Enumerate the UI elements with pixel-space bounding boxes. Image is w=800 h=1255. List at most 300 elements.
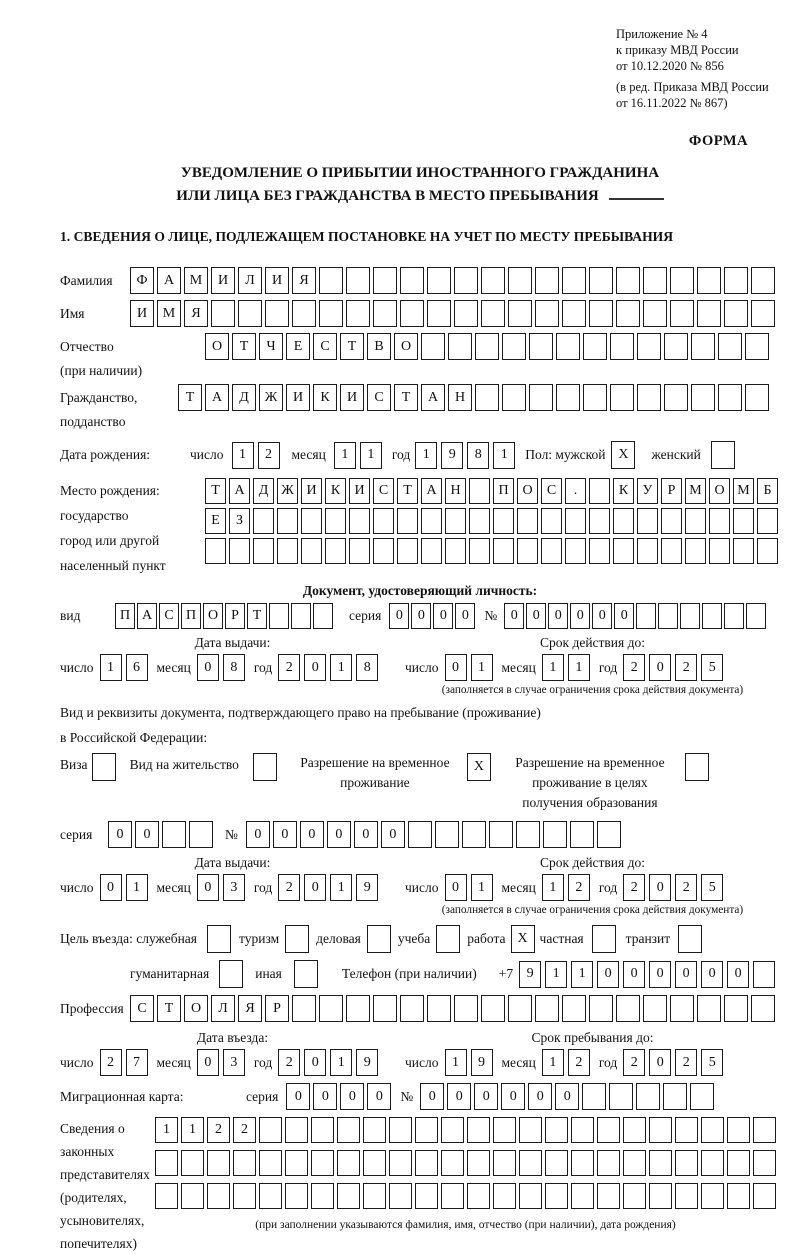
char-cell[interactable]: Ф: [130, 267, 154, 294]
char-cell[interactable]: Т: [397, 478, 418, 504]
char-cell[interactable]: Я: [238, 995, 262, 1022]
char-cell[interactable]: [670, 995, 694, 1022]
char-cell[interactable]: [664, 333, 688, 360]
char-cell[interactable]: 0: [367, 1083, 391, 1110]
char-cell[interactable]: [543, 821, 567, 848]
char-cell[interactable]: [562, 267, 586, 294]
char-cell[interactable]: [678, 925, 702, 953]
char-cell[interactable]: [697, 300, 721, 327]
char-cell[interactable]: И: [211, 267, 235, 294]
char-cell[interactable]: [508, 300, 532, 327]
char-cell[interactable]: [649, 1150, 672, 1176]
char-cell[interactable]: [556, 384, 580, 411]
char-cell[interactable]: [311, 1183, 334, 1209]
char-cell[interactable]: [408, 821, 432, 848]
char-cell[interactable]: [623, 1117, 646, 1143]
char-cell[interactable]: [427, 300, 451, 327]
char-cell[interactable]: 0: [304, 874, 326, 901]
char-cell[interactable]: Е: [286, 333, 310, 360]
char-cell[interactable]: [636, 603, 656, 629]
char-cell[interactable]: И: [130, 300, 154, 327]
char-cell[interactable]: 0: [555, 1083, 579, 1110]
char-cell[interactable]: [445, 508, 466, 534]
char-cell[interactable]: [691, 384, 715, 411]
char-cell[interactable]: [753, 961, 775, 988]
char-cell[interactable]: [346, 300, 370, 327]
char-cell[interactable]: [753, 1117, 776, 1143]
char-cell[interactable]: 0: [197, 874, 219, 901]
char-cell[interactable]: 1: [493, 442, 515, 469]
char-cell[interactable]: [643, 267, 667, 294]
char-cell[interactable]: [363, 1117, 386, 1143]
char-cell[interactable]: Т: [394, 384, 418, 411]
char-cell[interactable]: 0: [304, 654, 326, 681]
char-cell[interactable]: [757, 508, 778, 534]
char-cell[interactable]: [253, 538, 274, 564]
char-cell[interactable]: 0: [304, 1049, 326, 1076]
char-cell[interactable]: [675, 1150, 698, 1176]
char-cell[interactable]: Ж: [277, 478, 298, 504]
char-cell[interactable]: [436, 925, 460, 953]
char-cell[interactable]: 8: [356, 654, 378, 681]
char-cell[interactable]: [623, 1150, 646, 1176]
char-cell[interactable]: [709, 538, 730, 564]
char-cell[interactable]: 0: [649, 654, 671, 681]
char-cell[interactable]: [583, 333, 607, 360]
char-cell[interactable]: [400, 300, 424, 327]
char-cell[interactable]: [400, 995, 424, 1022]
char-cell[interactable]: [597, 1183, 620, 1209]
char-cell[interactable]: [589, 478, 610, 504]
char-cell[interactable]: [562, 300, 586, 327]
char-cell[interactable]: [319, 995, 343, 1022]
char-cell[interactable]: [519, 1117, 542, 1143]
char-cell[interactable]: 1: [471, 874, 493, 901]
char-cell[interactable]: [301, 508, 322, 534]
char-cell[interactable]: 2: [568, 1049, 590, 1076]
char-cell[interactable]: [733, 538, 754, 564]
char-cell[interactable]: [571, 1117, 594, 1143]
char-cell[interactable]: [753, 1183, 776, 1209]
char-cell[interactable]: [155, 1183, 178, 1209]
char-cell[interactable]: С: [313, 333, 337, 360]
char-cell[interactable]: [421, 333, 445, 360]
char-cell[interactable]: [745, 384, 769, 411]
char-cell[interactable]: [181, 1150, 204, 1176]
char-cell[interactable]: 0: [528, 1083, 552, 1110]
char-cell[interactable]: [259, 1150, 282, 1176]
char-cell[interactable]: [441, 1183, 464, 1209]
char-cell[interactable]: Т: [157, 995, 181, 1022]
char-cell[interactable]: [189, 821, 213, 848]
char-cell[interactable]: [709, 508, 730, 534]
char-cell[interactable]: [454, 267, 478, 294]
char-cell[interactable]: 1: [360, 442, 382, 469]
char-cell[interactable]: [541, 538, 562, 564]
char-cell[interactable]: [556, 333, 580, 360]
char-cell[interactable]: [441, 1150, 464, 1176]
char-cell[interactable]: [467, 1183, 490, 1209]
char-cell[interactable]: [238, 300, 262, 327]
char-cell[interactable]: .: [565, 478, 586, 504]
char-cell[interactable]: [481, 995, 505, 1022]
char-cell[interactable]: [265, 300, 289, 327]
char-cell[interactable]: 1: [330, 654, 352, 681]
char-cell[interactable]: О: [517, 478, 538, 504]
char-cell[interactable]: 0: [501, 1083, 525, 1110]
char-cell[interactable]: [697, 995, 721, 1022]
char-cell[interactable]: [325, 538, 346, 564]
char-cell[interactable]: [697, 267, 721, 294]
char-cell[interactable]: О: [709, 478, 730, 504]
char-cell[interactable]: [211, 300, 235, 327]
char-cell[interactable]: [415, 1117, 438, 1143]
char-cell[interactable]: [583, 384, 607, 411]
char-cell[interactable]: Б: [757, 478, 778, 504]
char-cell[interactable]: [400, 267, 424, 294]
char-cell[interactable]: [529, 384, 553, 411]
char-cell[interactable]: [680, 603, 700, 629]
char-cell[interactable]: [589, 508, 610, 534]
char-cell[interactable]: 2: [623, 1049, 645, 1076]
char-cell[interactable]: 0: [433, 603, 453, 629]
char-cell[interactable]: З: [229, 508, 250, 534]
char-cell[interactable]: С: [373, 478, 394, 504]
char-cell[interactable]: [535, 267, 559, 294]
char-cell[interactable]: 0: [286, 1083, 310, 1110]
char-cell[interactable]: В: [367, 333, 391, 360]
char-cell[interactable]: [724, 603, 744, 629]
char-cell[interactable]: [475, 333, 499, 360]
char-cell[interactable]: О: [203, 603, 223, 629]
char-cell[interactable]: И: [265, 267, 289, 294]
char-cell[interactable]: 2: [278, 874, 300, 901]
char-cell[interactable]: 0: [526, 603, 546, 629]
char-cell[interactable]: А: [137, 603, 157, 629]
char-cell[interactable]: [301, 538, 322, 564]
char-cell[interactable]: 3: [223, 874, 245, 901]
char-cell[interactable]: [623, 1183, 646, 1209]
char-cell[interactable]: [675, 1183, 698, 1209]
char-cell[interactable]: [233, 1150, 256, 1176]
char-cell[interactable]: [727, 1183, 750, 1209]
char-cell[interactable]: [294, 960, 318, 988]
char-cell[interactable]: 2: [278, 1049, 300, 1076]
char-cell[interactable]: [508, 267, 532, 294]
char-cell[interactable]: [467, 1117, 490, 1143]
char-cell[interactable]: [519, 1183, 542, 1209]
char-cell[interactable]: 0: [592, 603, 612, 629]
char-cell[interactable]: [181, 1183, 204, 1209]
char-cell[interactable]: 2: [100, 1049, 122, 1076]
char-cell[interactable]: [711, 441, 735, 469]
char-cell[interactable]: 1: [126, 874, 148, 901]
char-cell[interactable]: 0: [447, 1083, 471, 1110]
char-cell[interactable]: [636, 1083, 660, 1110]
char-cell[interactable]: [427, 267, 451, 294]
char-cell[interactable]: [292, 995, 316, 1022]
char-cell[interactable]: [427, 995, 451, 1022]
char-cell[interactable]: [469, 538, 490, 564]
char-cell[interactable]: 0: [389, 603, 409, 629]
char-cell[interactable]: [233, 1183, 256, 1209]
char-cell[interactable]: [207, 1183, 230, 1209]
char-cell[interactable]: 0: [327, 821, 351, 848]
char-cell[interactable]: [311, 1117, 334, 1143]
char-cell[interactable]: М: [157, 300, 181, 327]
char-cell[interactable]: Я: [292, 267, 316, 294]
char-cell[interactable]: 1: [542, 654, 564, 681]
char-cell[interactable]: [610, 333, 634, 360]
char-cell[interactable]: 9: [356, 874, 378, 901]
char-cell[interactable]: К: [313, 384, 337, 411]
char-cell[interactable]: [545, 1117, 568, 1143]
char-cell[interactable]: [155, 1150, 178, 1176]
char-cell[interactable]: [565, 538, 586, 564]
char-cell[interactable]: [311, 1150, 334, 1176]
char-cell[interactable]: 0: [197, 1049, 219, 1076]
char-cell[interactable]: 1: [181, 1117, 204, 1143]
char-cell[interactable]: [349, 508, 370, 534]
char-cell[interactable]: [481, 300, 505, 327]
char-cell[interactable]: [493, 508, 514, 534]
char-cell[interactable]: [637, 384, 661, 411]
char-cell[interactable]: [724, 995, 748, 1022]
char-cell[interactable]: А: [205, 384, 229, 411]
char-cell[interactable]: 0: [701, 961, 723, 988]
char-cell[interactable]: П: [493, 478, 514, 504]
char-cell[interactable]: [609, 1083, 633, 1110]
char-cell[interactable]: [670, 267, 694, 294]
char-cell[interactable]: [389, 1183, 412, 1209]
char-cell[interactable]: [229, 538, 250, 564]
char-cell[interactable]: 0: [411, 603, 431, 629]
char-cell[interactable]: [207, 925, 231, 953]
char-cell[interactable]: 2: [623, 654, 645, 681]
char-cell[interactable]: Ч: [259, 333, 283, 360]
char-cell[interactable]: 5: [701, 1049, 723, 1076]
char-cell[interactable]: [658, 603, 678, 629]
char-cell[interactable]: 1: [471, 654, 493, 681]
char-cell[interactable]: 1: [330, 874, 352, 901]
char-cell[interactable]: [664, 384, 688, 411]
char-cell[interactable]: [610, 384, 634, 411]
char-cell[interactable]: [541, 508, 562, 534]
char-cell[interactable]: [162, 821, 186, 848]
char-cell[interactable]: [733, 508, 754, 534]
char-cell[interactable]: Е: [205, 508, 226, 534]
char-cell[interactable]: 1: [542, 874, 564, 901]
char-cell[interactable]: [313, 603, 333, 629]
char-cell[interactable]: [462, 821, 486, 848]
char-cell[interactable]: 0: [474, 1083, 498, 1110]
char-cell[interactable]: [637, 333, 661, 360]
char-cell[interactable]: [205, 538, 226, 564]
char-cell[interactable]: 0: [649, 874, 671, 901]
char-cell[interactable]: 0: [597, 961, 619, 988]
char-cell[interactable]: [545, 1183, 568, 1209]
char-cell[interactable]: [502, 333, 526, 360]
char-cell[interactable]: П: [181, 603, 201, 629]
char-cell[interactable]: [589, 267, 613, 294]
char-cell[interactable]: [661, 508, 682, 534]
char-cell[interactable]: [373, 538, 394, 564]
char-cell[interactable]: 0: [100, 874, 122, 901]
char-cell[interactable]: 1: [568, 654, 590, 681]
char-cell[interactable]: 0: [445, 874, 467, 901]
char-cell[interactable]: [277, 538, 298, 564]
char-cell[interactable]: 2: [675, 1049, 697, 1076]
char-cell[interactable]: А: [229, 478, 250, 504]
char-cell[interactable]: С: [367, 384, 391, 411]
char-cell[interactable]: С: [541, 478, 562, 504]
char-cell[interactable]: Т: [247, 603, 267, 629]
char-cell[interactable]: [571, 1150, 594, 1176]
char-cell[interactable]: [637, 538, 658, 564]
char-cell[interactable]: [253, 753, 277, 781]
char-cell[interactable]: Л: [211, 995, 235, 1022]
char-cell[interactable]: [718, 384, 742, 411]
char-cell[interactable]: [592, 925, 616, 953]
char-cell[interactable]: [397, 508, 418, 534]
char-cell[interactable]: 0: [445, 654, 467, 681]
char-cell[interactable]: [597, 1117, 620, 1143]
char-cell[interactable]: [454, 995, 478, 1022]
char-cell[interactable]: Л: [238, 267, 262, 294]
char-cell[interactable]: [724, 300, 748, 327]
char-cell[interactable]: [373, 995, 397, 1022]
char-cell[interactable]: 0: [675, 961, 697, 988]
char-cell[interactable]: [337, 1150, 360, 1176]
char-cell[interactable]: [337, 1117, 360, 1143]
char-cell[interactable]: [589, 995, 613, 1022]
char-cell[interactable]: [346, 267, 370, 294]
char-cell[interactable]: [319, 300, 343, 327]
char-cell[interactable]: [613, 508, 634, 534]
char-cell[interactable]: [373, 300, 397, 327]
char-cell[interactable]: Р: [661, 478, 682, 504]
char-cell[interactable]: [535, 300, 559, 327]
char-cell[interactable]: 0: [246, 821, 270, 848]
char-cell[interactable]: [349, 538, 370, 564]
char-cell[interactable]: 0: [727, 961, 749, 988]
char-cell[interactable]: [661, 538, 682, 564]
char-cell[interactable]: [545, 1150, 568, 1176]
char-cell[interactable]: X: [511, 925, 535, 953]
char-cell[interactable]: [702, 603, 722, 629]
char-cell[interactable]: И: [286, 384, 310, 411]
char-cell[interactable]: 1: [445, 1049, 467, 1076]
char-cell[interactable]: [685, 508, 706, 534]
char-cell[interactable]: 7: [126, 1049, 148, 1076]
char-cell[interactable]: А: [421, 384, 445, 411]
char-cell[interactable]: [493, 1117, 516, 1143]
char-cell[interactable]: 1: [571, 961, 593, 988]
char-cell[interactable]: [643, 300, 667, 327]
char-cell[interactable]: [415, 1183, 438, 1209]
char-cell[interactable]: [421, 538, 442, 564]
char-cell[interactable]: [207, 1150, 230, 1176]
char-cell[interactable]: О: [184, 995, 208, 1022]
char-cell[interactable]: [277, 508, 298, 534]
char-cell[interactable]: 0: [420, 1083, 444, 1110]
char-cell[interactable]: [571, 1183, 594, 1209]
char-cell[interactable]: [421, 508, 442, 534]
char-cell[interactable]: 0: [649, 961, 671, 988]
char-cell[interactable]: [727, 1117, 750, 1143]
char-cell[interactable]: [454, 300, 478, 327]
char-cell[interactable]: К: [325, 478, 346, 504]
char-cell[interactable]: [701, 1183, 724, 1209]
char-cell[interactable]: И: [301, 478, 322, 504]
char-cell[interactable]: [589, 538, 610, 564]
char-cell[interactable]: [259, 1183, 282, 1209]
char-cell[interactable]: [649, 1117, 672, 1143]
char-cell[interactable]: [519, 1150, 542, 1176]
char-cell[interactable]: [441, 1117, 464, 1143]
char-cell[interactable]: Я: [184, 300, 208, 327]
char-cell[interactable]: Т: [205, 478, 226, 504]
char-cell[interactable]: [363, 1183, 386, 1209]
char-cell[interactable]: [489, 821, 513, 848]
char-cell[interactable]: Р: [265, 995, 289, 1022]
char-cell[interactable]: 0: [455, 603, 475, 629]
char-cell[interactable]: 5: [701, 874, 723, 901]
char-cell[interactable]: [727, 1150, 750, 1176]
char-cell[interactable]: 2: [233, 1117, 256, 1143]
char-cell[interactable]: 9: [471, 1049, 493, 1076]
char-cell[interactable]: [529, 333, 553, 360]
char-cell[interactable]: [467, 1150, 490, 1176]
char-cell[interactable]: [718, 333, 742, 360]
char-cell[interactable]: [565, 508, 586, 534]
char-cell[interactable]: [389, 1150, 412, 1176]
char-cell[interactable]: [373, 267, 397, 294]
char-cell[interactable]: Д: [253, 478, 274, 504]
char-cell[interactable]: 8: [223, 654, 245, 681]
char-cell[interactable]: 3: [223, 1049, 245, 1076]
char-cell[interactable]: [285, 1117, 308, 1143]
char-cell[interactable]: [219, 960, 243, 988]
char-cell[interactable]: [493, 1150, 516, 1176]
char-cell[interactable]: [685, 538, 706, 564]
char-cell[interactable]: У: [637, 478, 658, 504]
char-cell[interactable]: 1: [232, 442, 254, 469]
char-cell[interactable]: 0: [273, 821, 297, 848]
char-cell[interactable]: 0: [135, 821, 159, 848]
char-cell[interactable]: [516, 821, 540, 848]
char-cell[interactable]: 9: [441, 442, 463, 469]
char-cell[interactable]: П: [115, 603, 135, 629]
char-cell[interactable]: [285, 925, 309, 953]
char-cell[interactable]: Т: [232, 333, 256, 360]
char-cell[interactable]: [475, 384, 499, 411]
char-cell[interactable]: 9: [356, 1049, 378, 1076]
char-cell[interactable]: 2: [207, 1117, 230, 1143]
char-cell[interactable]: [469, 508, 490, 534]
char-cell[interactable]: [685, 753, 709, 781]
char-cell[interactable]: 1: [100, 654, 122, 681]
char-cell[interactable]: [517, 508, 538, 534]
char-cell[interactable]: 0: [548, 603, 568, 629]
char-cell[interactable]: [502, 384, 526, 411]
char-cell[interactable]: Ж: [259, 384, 283, 411]
char-cell[interactable]: А: [421, 478, 442, 504]
char-cell[interactable]: [643, 995, 667, 1022]
char-cell[interactable]: [325, 508, 346, 534]
char-cell[interactable]: О: [205, 333, 229, 360]
char-cell[interactable]: К: [613, 478, 634, 504]
